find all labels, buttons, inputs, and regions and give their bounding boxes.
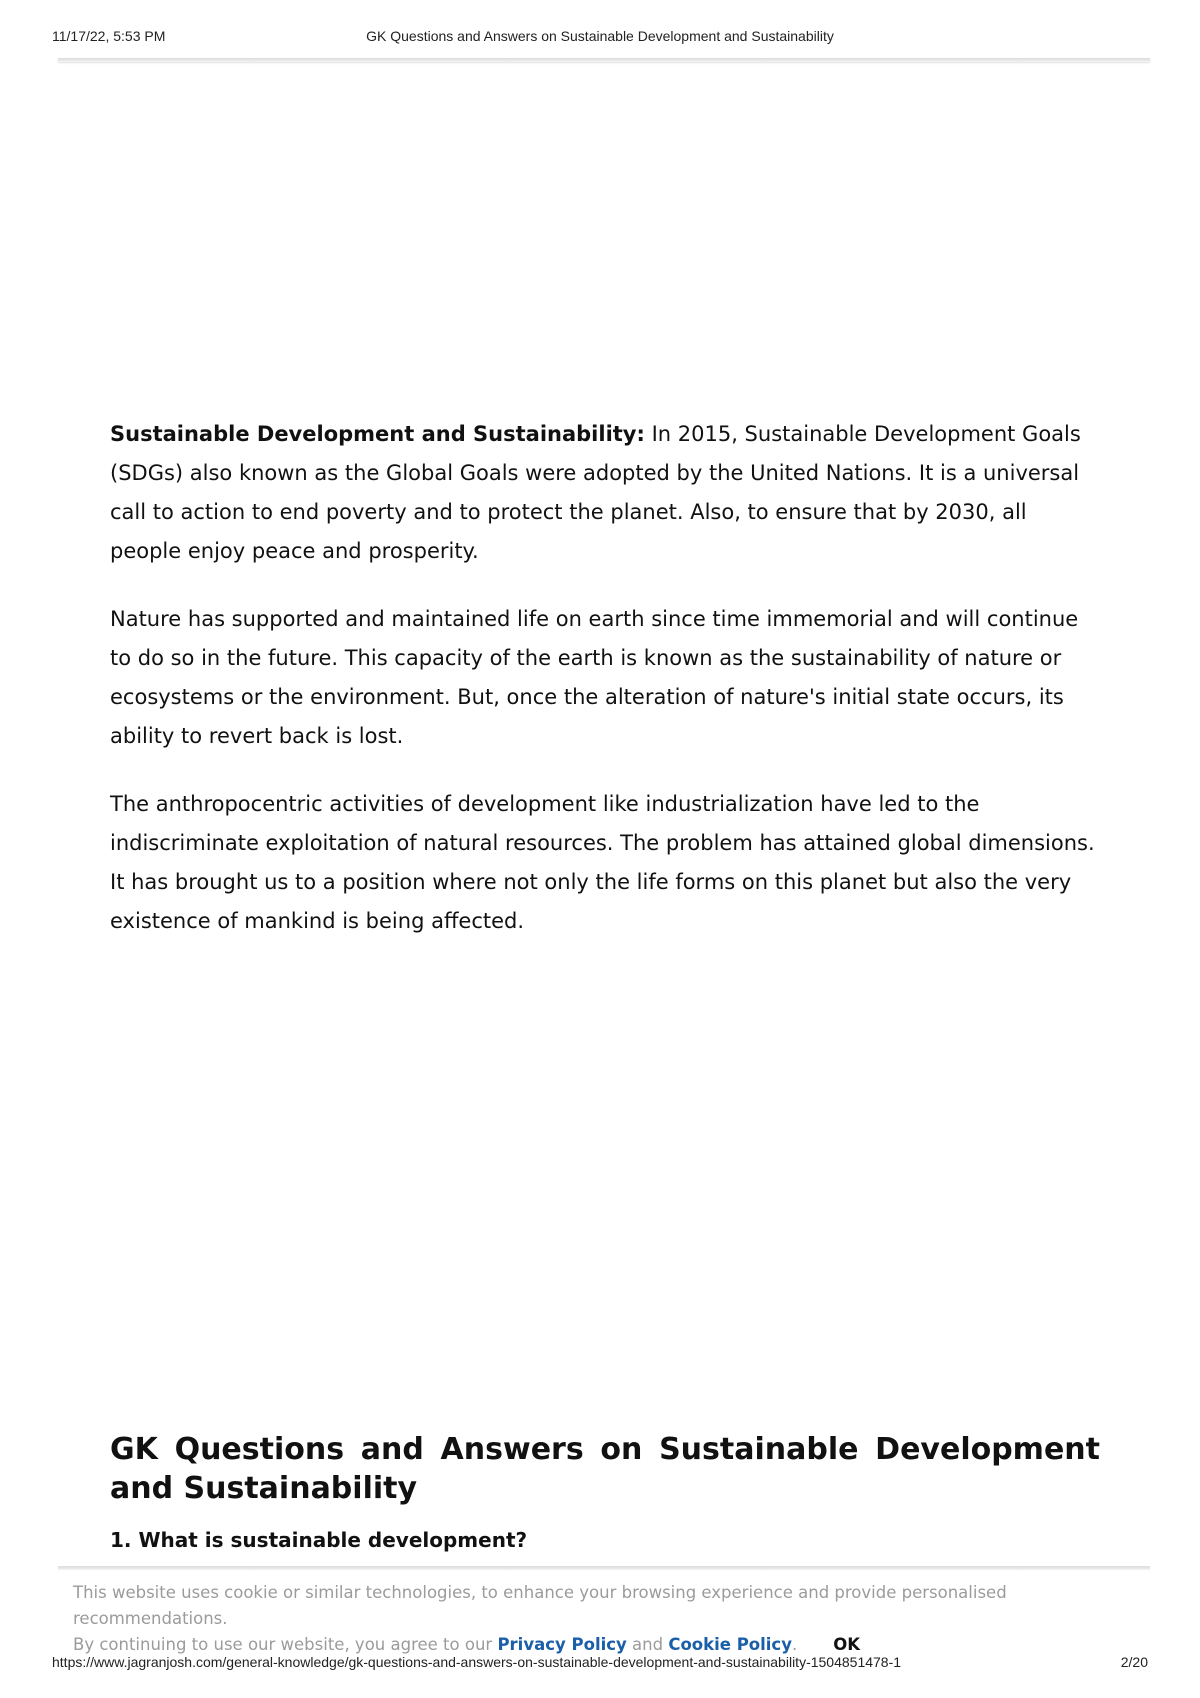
print-footer (52, 1654, 1148, 1676)
print-url: https://www.jagranjosh.com/general-knowledge/gk-questions-and-answers-on-sustainable-development-and-sustainability-1504851478-1 (52, 1654, 902, 1670)
print-page-title: GK Questions and Answers on Sustainable Development and Sustainability (366, 28, 834, 44)
print-date: 11/17/22, 5:53 PM (52, 28, 166, 44)
article-body (110, 415, 1100, 970)
cookie-bar-divider (58, 1566, 1150, 1570)
cookie-ok-button[interactable]: OK (833, 1635, 861, 1654)
header-divider (58, 58, 1150, 62)
cookie-consent-bar (73, 1580, 1153, 1658)
intro-text: In 2015, Sustainable Development Goals (SDGs) also known as the Global Goals were adopted by the United Nations. It is a universal call to action to end poverty and to protect the planet. Also, to ensure that by 2030, all people enjoy peace and prosperity. (110, 422, 1081, 563)
intro-lead: Sustainable Development and Sustainability: (110, 422, 645, 446)
cookie-text-prefix: By continuing to use our website, you agree to our (73, 1635, 498, 1654)
cookie-policy-link[interactable]: Cookie Policy (668, 1635, 792, 1654)
cookie-text-line-1: This website uses cookie or similar technologies, to enhance your browsing experience and provide personalised recommendations. (73, 1583, 1007, 1628)
intro-paragraph (110, 415, 1100, 571)
paragraph-anthropocentric: The anthropocentric activities of development like industrialization have led to the indiscriminate exploitation of natural resources. The problem has attained global dimensions. It has brought us to a position where not only the life forms on this planet but also the very existence of mankind is being affected. (110, 792, 1095, 933)
cookie-period: . (791, 1635, 798, 1654)
paragraph-nature: Nature has supported and maintained life on earth since time immemorial and will continue to do so in the future. This capacity of the earth is known as the sustainability of nature or ecosystems or the environment. But, once the alteration of nature's initial state occurs, its ability to revert back is lost. (110, 607, 1079, 748)
cookie-and-text: and (626, 1635, 669, 1654)
privacy-policy-link[interactable]: Privacy Policy (497, 1635, 627, 1654)
page-number: 2/20 (1120, 1654, 1148, 1670)
question-1: 1. What is sustainable development? (110, 1528, 528, 1552)
section-heading: GK Questions and Answers on Sustainable Development and Sustainability (110, 1432, 1100, 1506)
print-header (52, 28, 1148, 50)
